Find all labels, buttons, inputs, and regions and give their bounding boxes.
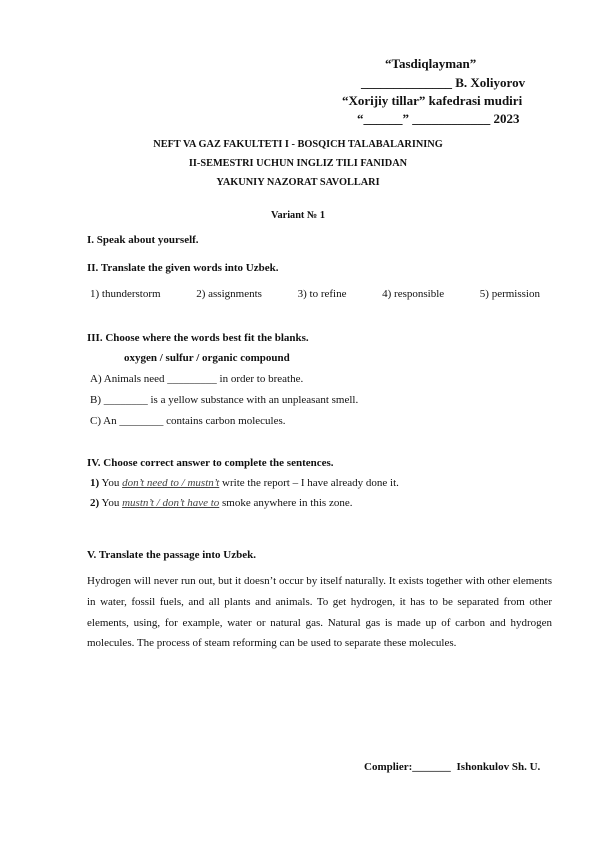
item-prefix: You — [101, 477, 120, 489]
item-suffix: write the report – I have already done it. — [222, 477, 399, 489]
section4-heading: IV. Choose correct answer to complete the sentences. — [87, 457, 334, 469]
item-choice: mustn’t / don’t have to — [122, 497, 220, 509]
word-item: 5) permission — [479, 288, 540, 300]
word-list — [90, 288, 540, 300]
section3-item-a: A) Animals need _________ in order to breathe. — [90, 373, 304, 385]
section3-heading: III. Choose where the words best fit the blanks. — [87, 332, 309, 344]
compiler-name: Ishonkulov Sh. U. — [456, 761, 541, 773]
section3-item-c: C) An ________ contains carbon molecules. — [90, 415, 286, 427]
section5-heading: V. Translate the passage into Uzbek. — [87, 549, 256, 561]
section4-item-1 — [90, 477, 399, 489]
section2-heading: II. Translate the given words into Uzbek. — [87, 262, 279, 274]
section3-options: oxygen / sulfur / organic compound — [124, 352, 290, 364]
item-choice: don’t need to / mustn’t — [122, 477, 220, 489]
section4-item-2 — [90, 497, 352, 509]
variant-label: Variant № 1 — [270, 210, 326, 221]
item-prefix: You — [101, 497, 120, 509]
document-title-line1: NEFT VA GAZ FAKULTETI I - BOSQICH TALABALARINING — [153, 139, 443, 150]
word-item: 1) thunderstorm — [90, 288, 161, 300]
approval-date: “______” ____________ 2023 — [357, 111, 520, 126]
document-title-line2: II-SEMESTRI UCHUN INGLIZ TILI FANIDAN — [188, 158, 408, 169]
approval-position: “Xorijiy tillar” kafedrasi mudiri — [342, 93, 523, 108]
approval-title: “Tasdiqlayman” — [385, 56, 477, 71]
item-number: 2) — [90, 497, 100, 509]
document-title-line3: YAKUNIY NAZORAT SAVOLLARI — [216, 177, 380, 188]
word-item: 4) responsible — [382, 288, 445, 300]
word-item: 3) to refine — [297, 288, 347, 300]
word-item: 2) assignments — [196, 288, 262, 300]
item-suffix: smoke anywhere in this zone. — [222, 497, 353, 509]
compiler-label: Complier:_______ — [364, 761, 451, 773]
section3-item-b: B) ________ is a yellow substance with an unpleasant smell. — [90, 394, 359, 406]
section1-heading: I. Speak about yourself. — [87, 234, 199, 246]
compiler-signature — [364, 761, 540, 773]
approval-signer: ______________ B. Xoliyorov — [361, 75, 526, 90]
item-number: 1) — [90, 477, 100, 489]
translation-passage: Hydrogen will never run out, but it doesn’t occur by itself naturally. It exists together with other elements in water, fossil fuels, and all plants and animals. To get hydrogen, it has to be separated from other elements, using, for example, water or natural gas. Natural gas is made up of carbon and hydrogen molecules. The process of steam reforming can be used to separate these molecules. — [87, 575, 552, 650]
